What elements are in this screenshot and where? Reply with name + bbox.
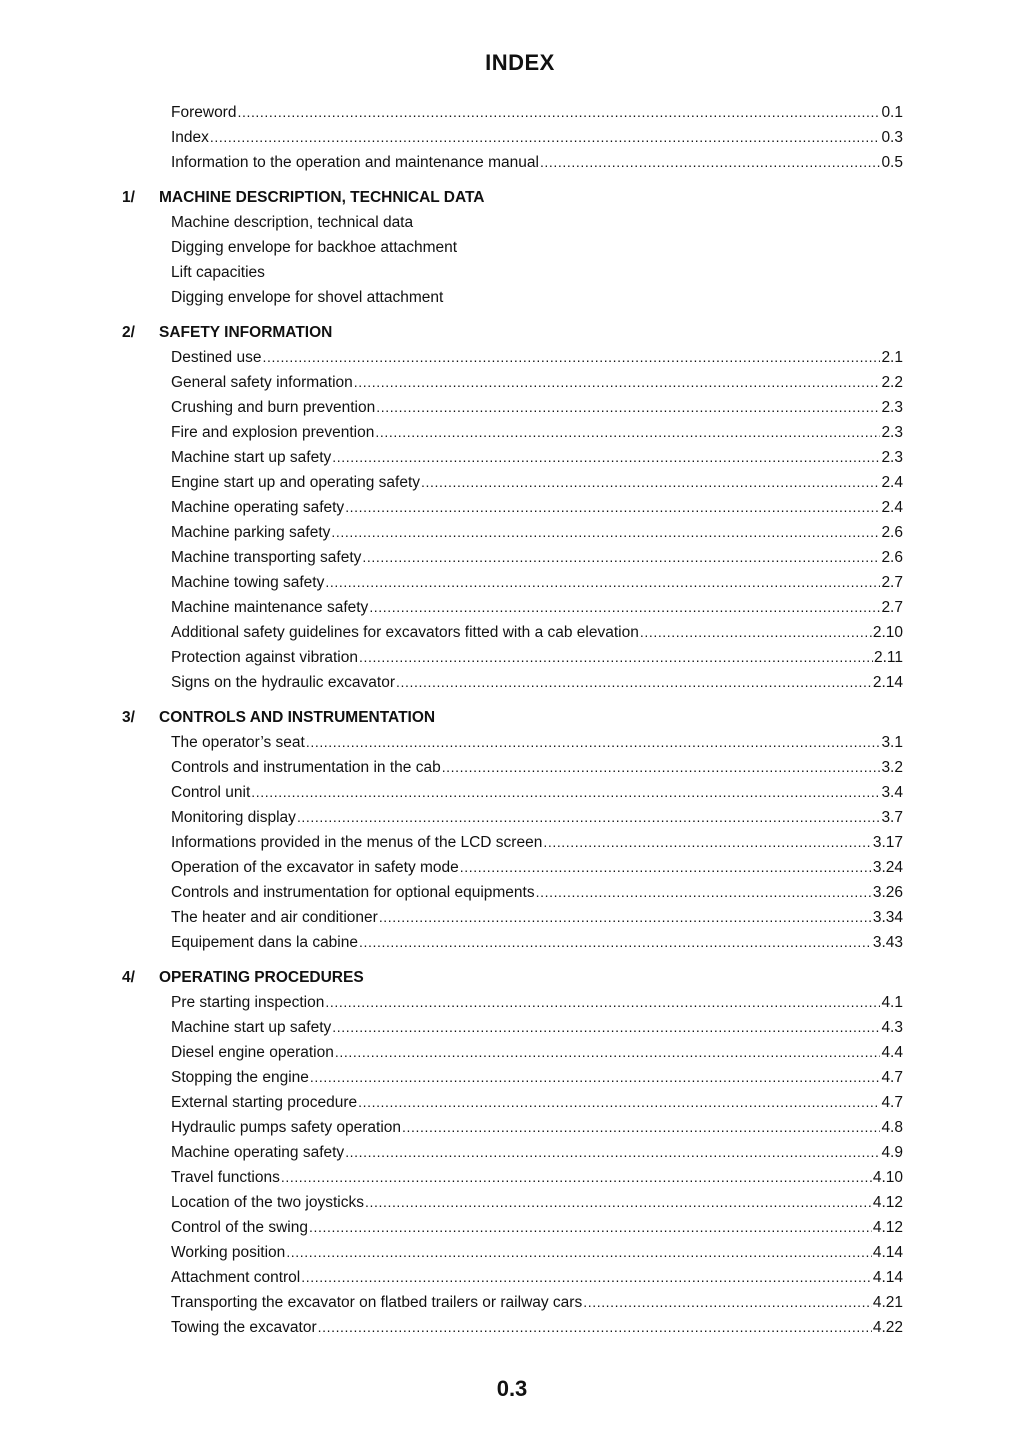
index-entry — [171, 100, 903, 125]
entry-page-number: 2.4 — [881, 474, 903, 491]
index-entry — [171, 1065, 903, 1090]
index-section — [0, 185, 1024, 310]
index-entry — [171, 1290, 903, 1315]
dot-leader — [543, 830, 871, 855]
dot-leader — [237, 100, 880, 125]
entry-page-number: 2.2 — [881, 374, 903, 391]
index-entry — [171, 395, 903, 420]
entry-label: Lift capacities — [171, 264, 265, 281]
entry-page-number: 4.7 — [881, 1094, 903, 1111]
dot-leader — [345, 495, 880, 520]
entry-page-number: 2.14 — [872, 674, 903, 691]
index-entry — [171, 345, 903, 370]
index-entry — [171, 520, 903, 545]
entry-label: Travel functions — [171, 1169, 280, 1186]
index-entry — [171, 1315, 903, 1340]
entry-label: Informations provided in the menus of the LCD screen — [171, 834, 543, 851]
entry-page-number: 2.6 — [881, 549, 903, 566]
entry-page-number: 2.6 — [881, 524, 903, 541]
entry-page-number: 0.3 — [881, 129, 903, 146]
section-title: CONTROLS AND INSTRUMENTATION — [159, 709, 436, 726]
dot-leader — [365, 1190, 872, 1215]
entry-page-number: 4.4 — [881, 1044, 903, 1061]
dot-leader — [325, 570, 880, 595]
index-entry — [171, 830, 903, 855]
entry-page-number: 3.43 — [872, 934, 903, 951]
entry-page-number: 4.21 — [872, 1294, 903, 1311]
dot-leader — [325, 990, 880, 1015]
entry-page-number: 4.14 — [872, 1244, 903, 1261]
entry-page-number: 2.3 — [881, 399, 903, 416]
page-title: INDEX — [485, 50, 555, 75]
index-entry — [171, 285, 903, 310]
entry-page-number: 4.14 — [872, 1269, 903, 1286]
entry-label: Fire and explosion prevention — [171, 424, 375, 441]
dot-leader — [286, 1240, 872, 1265]
dot-leader — [369, 595, 880, 620]
dot-leader — [402, 1115, 880, 1140]
index-entry — [171, 1040, 903, 1065]
entry-label: Diesel engine operation — [171, 1044, 334, 1061]
entry-label: Index — [171, 129, 209, 146]
entry-label: Destined use — [171, 349, 262, 366]
dot-leader — [332, 445, 880, 470]
index-entry — [171, 1015, 903, 1040]
entry-label: Operation of the excavator in safety mode — [171, 859, 459, 876]
entry-label: Attachment control — [171, 1269, 301, 1286]
entry-page-number: 3.4 — [881, 784, 903, 801]
section-heading — [0, 965, 1024, 990]
entry-page-number: 3.1 — [881, 734, 903, 751]
index-section — [0, 705, 1024, 955]
entry-page-number: 2.7 — [881, 574, 903, 591]
index-entry — [171, 1190, 903, 1215]
dot-leader — [421, 470, 880, 495]
dot-leader — [310, 1065, 881, 1090]
intro-list — [0, 100, 1024, 175]
dot-leader — [297, 805, 881, 830]
entry-page-number: 0.1 — [881, 104, 903, 121]
entry-page-number: 4.8 — [881, 1119, 903, 1136]
index-entry — [171, 260, 903, 285]
index-entry — [171, 730, 903, 755]
index-entry — [171, 780, 903, 805]
index-entry — [171, 670, 903, 695]
index-entry — [171, 905, 903, 930]
index-entry — [171, 235, 903, 260]
section-number: 4/ — [122, 969, 135, 986]
index-body — [0, 100, 1024, 1340]
dot-leader — [251, 780, 880, 805]
index-entry — [171, 1115, 903, 1140]
index-entry — [171, 1240, 903, 1265]
entry-label: Machine parking safety — [171, 524, 331, 541]
entry-page-number: 3.26 — [872, 884, 903, 901]
dot-leader — [354, 370, 881, 395]
entry-label: Controls and instrumentation for optional equipments — [171, 884, 535, 901]
entry-label: Control of the swing — [171, 1219, 308, 1236]
index-entry — [171, 150, 903, 175]
section-number: 3/ — [122, 709, 135, 726]
entry-label: Digging envelope for backhoe attachment — [171, 239, 458, 256]
entry-label: Engine start up and operating safety — [171, 474, 421, 491]
entry-label: Machine start up safety — [171, 449, 332, 466]
index-section — [0, 965, 1024, 1340]
dot-leader — [210, 125, 881, 150]
index-entry — [171, 420, 903, 445]
entry-label: Machine towing safety — [171, 574, 325, 591]
entry-page-number: 0.5 — [881, 154, 903, 171]
entry-page-number: 4.3 — [881, 1019, 903, 1036]
index-entry — [171, 620, 903, 645]
entry-page-number: 4.1 — [881, 994, 903, 1011]
dot-leader — [331, 520, 880, 545]
dot-leader — [281, 1165, 872, 1190]
index-entry — [171, 755, 903, 780]
entry-label: Machine transporting safety — [171, 549, 362, 566]
section-number: 2/ — [122, 324, 135, 341]
section-heading — [0, 320, 1024, 345]
entry-page-number: 4.9 — [881, 1144, 903, 1161]
index-entry — [171, 990, 903, 1015]
entry-label: Towing the excavator — [171, 1319, 317, 1336]
section-title: SAFETY INFORMATION — [159, 324, 333, 341]
entry-label: Crushing and burn prevention — [171, 399, 376, 416]
entry-label: Transporting the excavator on flatbed trailers or railway cars — [171, 1294, 583, 1311]
entry-label: Machine maintenance safety — [171, 599, 369, 616]
dot-leader — [309, 1215, 872, 1240]
index-entry — [171, 1090, 903, 1115]
entry-label: Control unit — [171, 784, 251, 801]
entry-label: Information to the operation and maintenance manual — [171, 154, 539, 171]
index-entry — [171, 445, 903, 470]
section-title: OPERATING PROCEDURES — [159, 969, 364, 986]
dot-leader — [583, 1290, 872, 1315]
entry-label: Stopping the engine — [171, 1069, 309, 1086]
dot-leader — [362, 545, 880, 570]
index-entry — [171, 125, 903, 150]
page-number: 0.3 — [496, 1376, 528, 1401]
index-entry — [171, 570, 903, 595]
entry-label: Working position — [171, 1244, 286, 1261]
dot-leader — [460, 855, 872, 880]
entry-page-number: 2.3 — [881, 424, 903, 441]
entry-page-number: 4.7 — [881, 1069, 903, 1086]
entry-page-number: 2.10 — [872, 624, 903, 641]
entry-label: Machine start up safety — [171, 1019, 332, 1036]
index-section — [0, 320, 1024, 695]
dot-leader — [375, 420, 880, 445]
dot-leader — [359, 645, 873, 670]
index-entry — [171, 1215, 903, 1240]
dot-leader — [332, 1015, 880, 1040]
entry-page-number: 2.7 — [881, 599, 903, 616]
index-entry — [171, 855, 903, 880]
entry-page-number: 4.12 — [872, 1194, 903, 1211]
index-entry — [171, 210, 903, 235]
entry-label: Pre starting inspection — [171, 994, 325, 1011]
index-entry — [171, 595, 903, 620]
entry-page-number: 4.12 — [872, 1219, 903, 1236]
entry-page-number: 2.11 — [873, 649, 903, 666]
entry-page-number: 3.34 — [872, 909, 903, 926]
dot-leader — [301, 1265, 872, 1290]
dot-leader — [262, 345, 880, 370]
entry-label: General safety information — [171, 374, 353, 391]
index-entry — [171, 470, 903, 495]
entry-label: Foreword — [171, 104, 237, 121]
entry-label: Controls and instrumentation in the cab — [171, 759, 441, 776]
dot-leader — [335, 1040, 881, 1065]
index-entry — [171, 645, 903, 670]
sections-list — [0, 185, 1024, 1340]
dot-leader — [396, 670, 872, 695]
entry-label: Hydraulic pumps safety operation — [171, 1119, 402, 1136]
entry-label: Location of the two joysticks — [171, 1194, 364, 1211]
entry-page-number: 3.2 — [881, 759, 903, 776]
dot-leader — [640, 620, 872, 645]
entry-label: The operator’s seat — [171, 734, 305, 751]
index-entry — [171, 930, 903, 955]
dot-leader — [536, 880, 872, 905]
entry-page-number: 3.17 — [872, 834, 903, 851]
entry-page-number: 3.7 — [881, 809, 903, 826]
entry-label: Digging envelope for shovel attachment — [171, 289, 444, 306]
entry-label: Machine operating safety — [171, 1144, 345, 1161]
entry-label: Protection against vibration — [171, 649, 358, 666]
index-entry — [171, 370, 903, 395]
dot-leader — [359, 930, 872, 955]
index-entry — [171, 1140, 903, 1165]
section-number: 1/ — [122, 189, 135, 206]
entry-label: External starting procedure — [171, 1094, 358, 1111]
dot-leader — [379, 905, 872, 930]
dot-leader — [345, 1140, 880, 1165]
section-heading — [0, 705, 1024, 730]
index-entry — [171, 545, 903, 570]
entry-page-number: 3.24 — [872, 859, 903, 876]
entry-label: Equipement dans la cabine — [171, 934, 358, 951]
entry-label: Additional safety guidelines for excavators fitted with a cab elevation — [171, 624, 639, 641]
index-entry — [171, 1265, 903, 1290]
index-entry — [171, 880, 903, 905]
section-title: MACHINE DESCRIPTION, TECHNICAL DATA — [159, 189, 485, 206]
index-entry — [171, 1165, 903, 1190]
entry-page-number: 2.4 — [881, 499, 903, 516]
dot-leader — [306, 730, 881, 755]
entry-label: Signs on the hydraulic excavator — [171, 674, 396, 691]
section-heading — [0, 185, 1024, 210]
entry-page-number: 2.1 — [881, 349, 903, 366]
entry-label: Machine description, technical data — [171, 214, 414, 231]
dot-leader — [442, 755, 881, 780]
entry-label: The heater and air conditioner — [171, 909, 378, 926]
index-entry — [171, 495, 903, 520]
entry-page-number: 2.3 — [881, 449, 903, 466]
entry-label: Monitoring display — [171, 809, 296, 826]
dot-leader — [376, 395, 880, 420]
entry-page-number: 4.22 — [872, 1319, 903, 1336]
entry-page-number: 4.10 — [872, 1169, 903, 1186]
dot-leader — [358, 1090, 880, 1115]
index-entry — [171, 805, 903, 830]
entry-label: Machine operating safety — [171, 499, 345, 516]
dot-leader — [540, 150, 881, 175]
dot-leader — [318, 1315, 872, 1340]
